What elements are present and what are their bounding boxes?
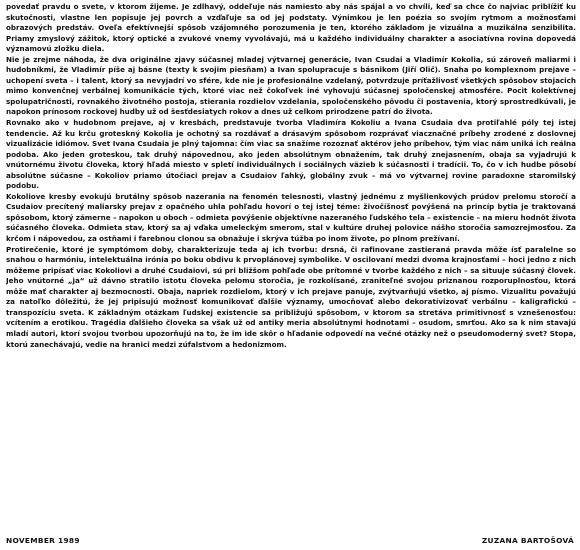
paragraph-5: Protirečenie, ktoré je symptómom doby, charakterizuje teda aj ich tvorbu: drsná, či rafinovane zastieraná pravda môže ísť paralelne so snahou o harmóniu, intelektuálna irónia po boku obdivu k prvoplánovej symbolike. V oscilovaní medzi dvoma krajnosťami – hoci jedno z nich môžeme pripísať viac Kokoliovi a druhé Csudaiovi, sú pri bližšom pohľade obe prítomné v tvorbe každého z nich – sa situuje súčasný človek. Jeho vnútorné „ja“ už dávno stratilo istotu človeka pelomu storočia, je rozkolísané, zraniteľné svojou priznanou rozporuplnosťou, ktorá môže mať charakter aj bezmocnosti. Obaja, napriek rozdielom, ktorý v ich prejave panuje, zvýtvarňujú všetko, aj písmo. Vizualitu považujú za natoľko dôležitú, že jej pripisujú možnosť komunikovať ďalšie významy, umocňovať alebo dekoratívizovať verbálnu – kaligrafickú – transpozíciu sveta. K základným otázkam ľudskej existencie sa približujú spôsobom, v ktorom sa stretáva primitivnosť s vznešenosťou: vcítením a erotikou. Tragédia ďalšieho človeka sa však už od antiky meria absolútnymi hodnotami – osudom, smrťou. Ako sa k nim stavajú mladí autori, ktorí svojou tvorbou upozorňujú na to, že im ide skôr o hľadanie odpovedí na večné otázky než o pseudomoderný svet? Stopa, ktorú zanechávajú, vedie na hranici medzi zúfalstvom a hedonizmom.	[6, 244, 576, 349]
article-body	[6, 2, 576, 530]
paragraph-1: povedať pravdu o svete, v ktorom žijeme. Je zdlhavý, oddeľuje nás namiesto aby nás spájal a vo chvíli, keď sa chce čo najviac priblížiť ku skutočnosti, vlastne len popisuje jej povrch a vzďaľuje sa od jej podstaty. Výnimkou je len poézia so svojím rytmom a možnosťami obrazových predstáv. Oveľa efektívnejší spôsob vzájomného porozumenia je ten, ktorého základom je vizuálna a muzikálna senzibilita. Priamy zmyslový zážitok, ktorý optické a zvukové vnemy vyvolávajú, má u každého individuálny charakter a asociatívna rovina dopovedá významovú zložku diela.	[6, 2, 576, 54]
footer-date: NOVEMBER 1989	[6, 536, 80, 545]
footer	[6, 536, 574, 548]
paragraph-4: Kokoliove kresby evokujú brutálny spôsob nazerania na fenomén telesnosti, vlastný jednému z myšlienkových prúdov prelomu storočí a Csudaiov precítený maliarsky prejav z opačného uhla pohľadu hovorí o tej istej téme: živočíšnosť povýšená na princíp bytia je traktovaná spôsobom, ktorý zámerne – napokon u oboch – odmieta povýšenie objektívne nazeraného ľudského tela – existencie – na mieru hodnôt života súčasného človeka. Odmieta stav, ktorý sa aj vďaka umeleckým smerom, stal v kultúre druhej polovice nášho storočia samozrejmosťou. Za krčom i nápovedou, za ostňami i farebnou clonou sa obnažuje i skrýva túžba po inom živote, po plnom prežívaní.	[6, 191, 576, 244]
footer-author: ZUZANA BARTOŠOVÁ	[481, 536, 574, 545]
paragraph-3: Rovnako ako v hudobnom prejave, aj v kresbách, predstavuje tvorba Vladimíra Kokoliu a Ivana Csudaia dva protiľahlé póly tej istej tendencie. Až ku krču groteskný Kokolia je ochotný sa rozdávať a drásavým spôsobom rozprávať viacznačné príbehy zrodené z doslovnej vizualizácie idiómov. Svet Ivana Csudaia je plný tajomna: čím viac sa snažíme rozoznať aktérov jeho príbehov, tým viac nám uniká ich reálna podoba. Ako jeden groteskou, tak druhý nápovednou, ako jeden absolútnym obnažením, tak druhý znejasnením, obaja sa vyjadrujú k vnútornému životu človeka, ktorý hľadá miesto v spletí individuálnych i sociálnych väzieb k súčasnosti i tradícii. To, čo v ich hudbe pôsobí absolútne súčasne – Kokoliov priamo útočiaci prejav a Csudaiov ľahký, globálny zvuk – má vo výtvarnej rovine paradoxne staromilský podobu.	[6, 118, 576, 191]
paragraph-2: Nie je zrejme náhoda, že dva originálne zjavy súčasnej mladej výtvarnej generácie, Ivan Csudai a Vladimír Kokolia, sú zároveň maliarmi i hudobníkmi, že Vladimír píše aj básne (texty k svojim piesňam) a Ivan spolupracuje s básnikom (Jiří Olič). Snaha po komplexnom prejave – uchopení sveta – i talent, ktorý sa nevyjadrí vo sfére, kde nie je profesionálne vzdelaný, potvrdzuje príťažlivosť všetkých spôsobov stojacich mimo konvenčnej verbálnej komunikácie tých, ktoré viac než čokoľvek iné vyhovujú súčasnej spoločenskej atmosfére. Pocit kolektívnej spolupatričnosti, rovnakého životného postoja, stierania rozdielov vzdelania, spoločenského pôvodu či postavenia, ktorý sprostredkúvali, je napokon prínosom rockovej hudby už od šesťdesiatych rokov a dnes už celkom prirodzene patrí do života.	[6, 54, 576, 117]
